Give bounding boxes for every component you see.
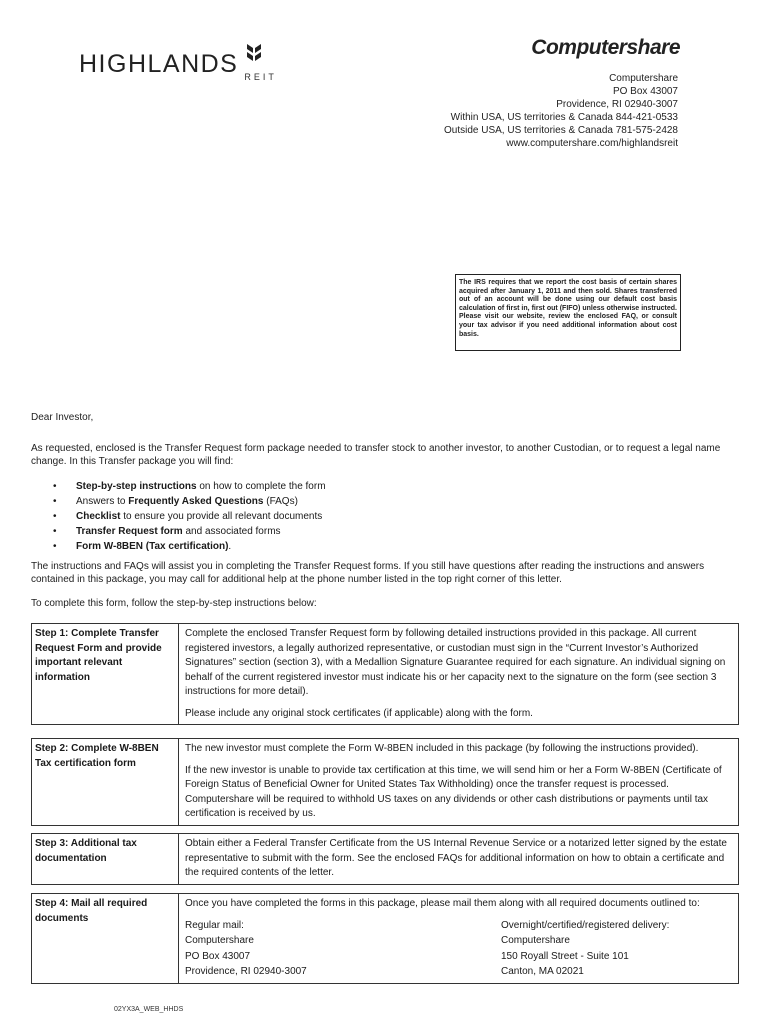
highlands-wordmark: HIGHLANDS	[79, 50, 239, 78]
list-item	[53, 479, 326, 494]
computershare-logo	[531, 36, 680, 60]
item-suffix: (FAQs)	[263, 496, 298, 507]
instructions-paragraph: The instructions and FAQs will assist you in completing the Transfer Request forms. If you still have questions after reading the instructions and answers contained in this package, you may call for additional help at the phone number listed in the top right corner of this letter.	[31, 561, 705, 585]
address-line: Outside USA, US territories & Canada 781-575-2428	[443, 125, 678, 136]
step-content	[179, 894, 770, 983]
list-item-text	[76, 509, 322, 524]
highlands-emblem-icon	[244, 42, 264, 68]
item-emphasis: Checklist	[76, 511, 121, 522]
address-line: Computershare	[609, 73, 678, 84]
address-line: Providence, RI 02940-3007	[185, 966, 307, 977]
address-line: 150 Royall Street - Suite 101	[501, 950, 629, 962]
package-contents-list	[53, 479, 326, 554]
item-suffix: .	[228, 541, 232, 552]
step-content	[179, 834, 738, 884]
step-label: Step 2: Complete W-8BEN Tax certification form	[32, 739, 179, 825]
mailing-addresses	[185, 918, 770, 980]
address-line: PO Box 43007	[612, 86, 678, 97]
bullet-icon: •	[53, 526, 57, 537]
step-paragraph: The new investor must complete the Form W-8BEN included in this package (by following the instructions provided).	[185, 743, 699, 754]
item-emphasis: Frequently Asked Questions	[128, 496, 264, 507]
address-line: Computershare	[501, 935, 570, 946]
step-content	[179, 739, 738, 825]
step-paragraph: If the new investor is unable to provide tax certification at this time, we will send him or her a Form W-8BEN (Certificate of Foreign Status of Beneficial Owner for United States Tax Withholding) once the transfer request is processed. Computershare will be required to withhold US taxes on any dividends or other cash distributions or payments until tax certification is received by us.	[185, 764, 722, 819]
step-label: Step 3: Additional tax documentation	[32, 834, 179, 884]
address-line: Regular mail:	[185, 919, 244, 931]
reit-label: REIT	[244, 72, 277, 82]
bullet-icon: •	[53, 496, 57, 507]
list-item	[53, 539, 326, 554]
address-line: PO Box 43007	[185, 950, 251, 962]
form-code: 02YX3A_WEB_HHDS	[114, 1006, 184, 1013]
step-paragraph: Please include any original stock certificates (if applicable) along with the form.	[185, 707, 533, 719]
step-1-box	[31, 623, 739, 725]
intro-paragraph: As requested, enclosed is the Transfer Request form package needed to transfer stock to another investor, to another Custodian, or to request a legal name change. In this Transfer package you will find:	[31, 443, 721, 467]
regular-mail-address	[185, 918, 501, 980]
greeting: Dear Investor,	[31, 412, 94, 423]
step-content	[179, 624, 738, 724]
step-2-box	[31, 738, 739, 826]
item-suffix: to ensure you provide all relevant documents	[120, 511, 323, 522]
highlands-emblem	[244, 42, 277, 82]
list-item	[53, 509, 326, 524]
address-line: Within USA, US territories & Canada 844-421-0533	[450, 112, 678, 123]
item-emphasis: Transfer Request form	[76, 526, 183, 537]
list-item-text	[76, 479, 326, 494]
step-label: Step 1: Complete Transfer Request Form and provide important relevant information	[32, 624, 179, 724]
list-item-text	[76, 524, 281, 539]
bullet-icon: •	[53, 511, 57, 522]
address-line: Computershare	[185, 935, 254, 946]
address-block	[444, 72, 678, 150]
list-item	[53, 524, 326, 539]
item-emphasis: Step-by-step instructions	[76, 481, 197, 492]
list-item-text	[76, 539, 231, 554]
list-item	[53, 494, 326, 509]
bullet-icon: •	[53, 541, 57, 552]
step-paragraph: Obtain either a Federal Transfer Certificate from the US Internal Revenue Service or a notarized letter signed by the estate representative to submit with the form. See the enclosed FAQs for additional information on how to obtain a certificate and the required contents of the letter.	[185, 838, 727, 878]
highlands-reit-logo	[79, 42, 277, 82]
address-line: Canton, MA 02021	[501, 966, 584, 977]
step-paragraph: Once you have completed the forms in this package, please mail them along with all required documents outlined to:	[185, 898, 700, 909]
address-line: Overnight/certified/registered delivery:	[501, 919, 670, 931]
address-line: www.computershare.com/highlandsreit	[506, 138, 678, 149]
overnight-mail-address	[501, 918, 770, 980]
computershare-wordmark: Computershare	[531, 36, 680, 59]
item-suffix: on how to complete the form	[196, 481, 326, 492]
step-3-box	[31, 833, 739, 885]
address-line: Providence, RI 02940-3007	[556, 99, 678, 110]
follow-steps-paragraph: To complete this form, follow the step-by-step instructions below:	[31, 598, 317, 609]
step-paragraph: Complete the enclosed Transfer Request form by following detailed instructions provided in this package. All current registered investors, a legally authorized representative, or custodian must sign in the “Current Investor’s Authorized Signatures” section (section 3), with a Medallion Signature Guarantee required for each signature. An individual signing on behalf of the current registered investor must indicate his or her capacity next to the signature on the form (see section 3 instructions for more detail).	[185, 628, 726, 697]
bullet-icon: •	[53, 481, 57, 492]
list-item-text	[76, 494, 298, 509]
item-suffix: and associated forms	[182, 526, 281, 537]
step-label: Step 4: Mail all required documents	[32, 894, 179, 983]
item-emphasis: Form W-8BEN (Tax certification)	[76, 541, 229, 552]
item-prefix: Answers to	[76, 496, 129, 507]
irs-notice-box: The IRS requires that we report the cost basis of certain shares acquired after January 1, 2011 and then sold. Shares transferred out of an account will be done using our default cost basis calculation of first in, first out (FIFO) unless otherwise instructed. Please visit our website, review the enclosed FAQ, or consult your tax advisor if you need additional information about cost basis.	[455, 274, 681, 351]
step-4-box	[31, 893, 739, 984]
